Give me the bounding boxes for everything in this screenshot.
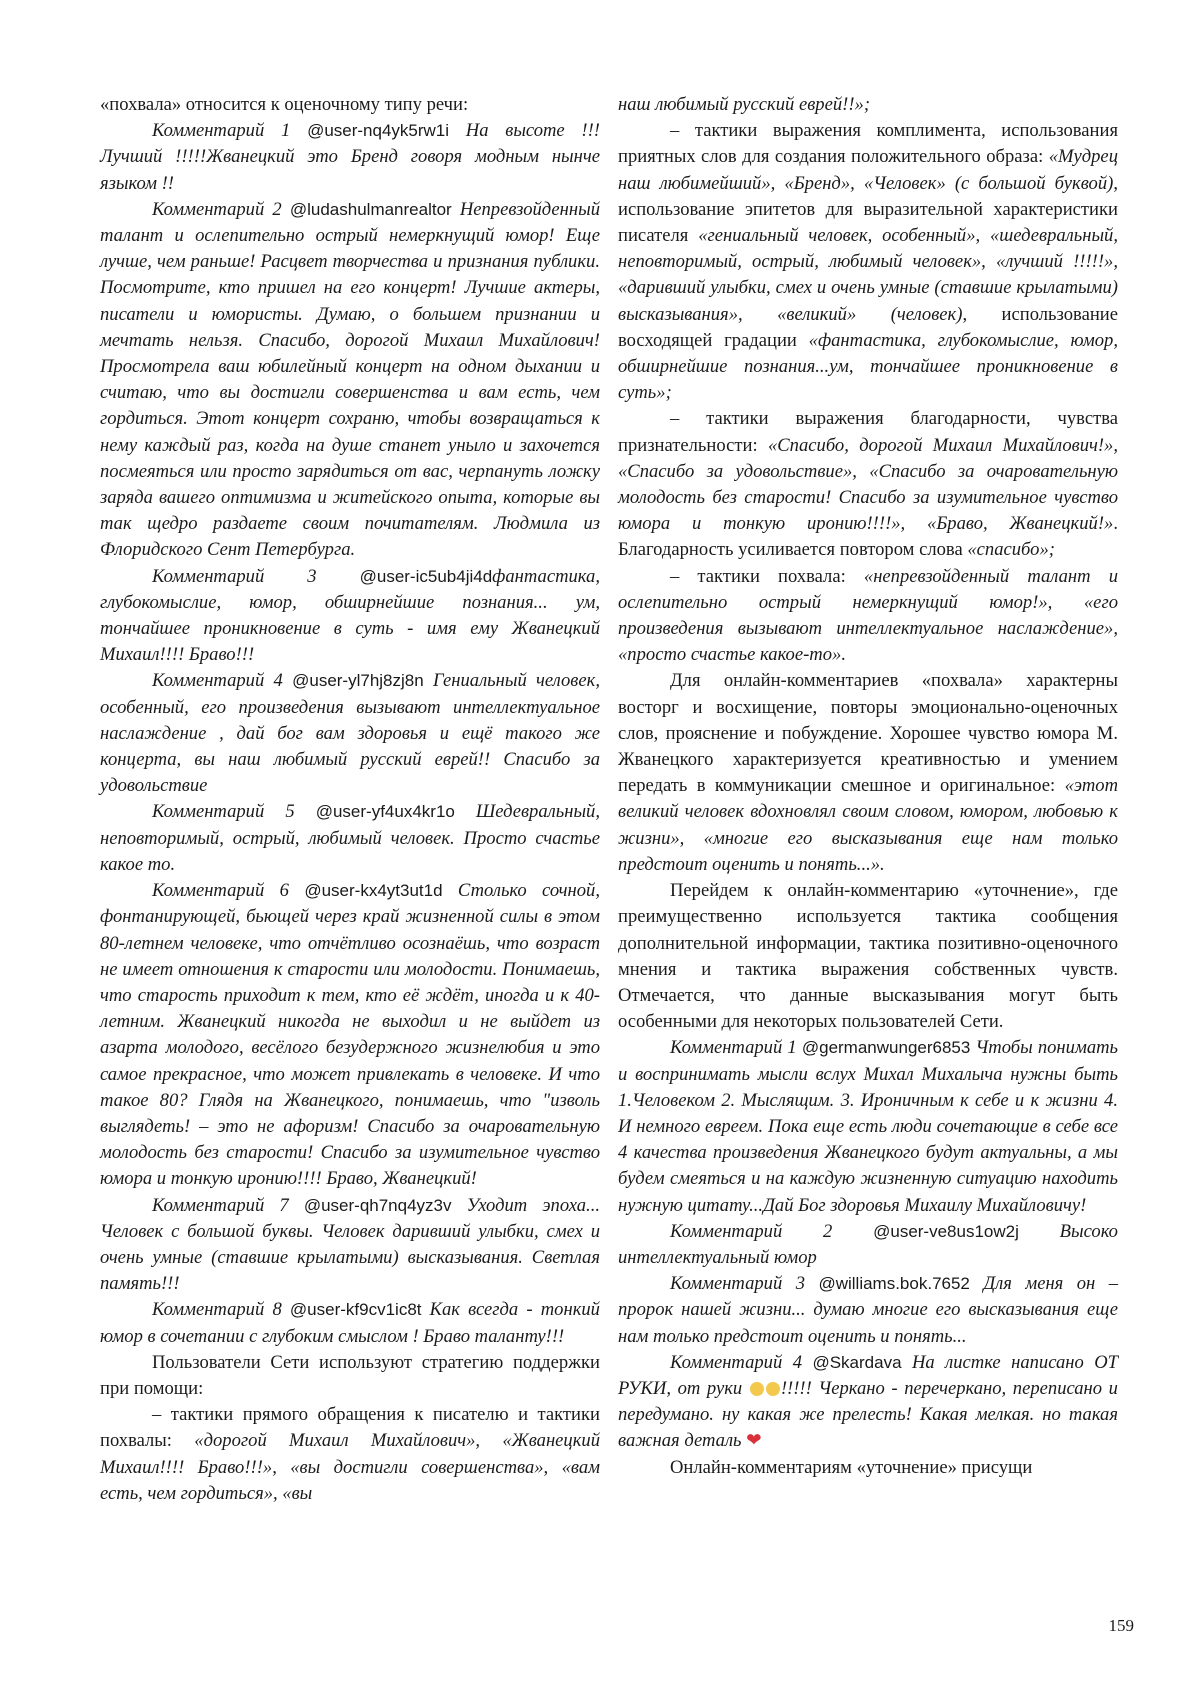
user-handle: @user-kf9cv1ic8t <box>289 1300 422 1320</box>
crying-face-icon <box>766 1382 780 1396</box>
paragraph: Пользователи Сети используют стратегию поддержки при помощи: <box>100 1351 600 1399</box>
heart-icon: ❤ <box>746 1430 762 1452</box>
user-handle: @williams.bok.7652 <box>818 1274 970 1294</box>
paragraph: Онлайн-комментариям «уточнение» присущи <box>670 1456 1033 1478</box>
user-handle: @user-ic5ub4ji4d <box>359 566 493 586</box>
comment-7: Комментарий 7 @user-qh7nq4yz3v Уходит эпоха... Человек с большой буквы. Человек даривший улыбки, смех и очень умные (ставшие крылатыми) высказывания. Светлая память!!! <box>100 1194 601 1295</box>
page-number: 159 <box>1108 1616 1134 1635</box>
user-handle: @user-yl7hj8zj8n <box>292 671 424 691</box>
user-handle: @user-nq4yk5rw1i <box>307 121 450 141</box>
user-handle: @user-qh7nq4yz3v <box>303 1195 452 1215</box>
tactic-item: – тактики похвала: «непревзойденный талант и ослепительно острый немеркнущий юмор!», «его произведения вызывают интеллектуальное наслаждение», «просто счастье какое-то». <box>618 565 1118 666</box>
paragraph: «похвала» относится к оценочному типу речи: <box>100 94 469 115</box>
comment-3: Комментарий 3 @user-ic5ub4ji4dфантастика, глубокомыслие, юмор, обширнейшие познания... ум, тончайшее проникновение в суть - имя ему Жванецкий Михаил!!!! Браво!!! <box>100 565 600 666</box>
crying-face-icon <box>750 1382 764 1396</box>
paragraph: Для онлайн-комментариев «похвала» характерны восторг и восхищение, повторы эмоционально-оценочных слов, прояснение и побуждение. Хорошее чувство юмора М. Жванецкого характеризуется креативностью и умением передать в коммуникации смешное и оригинальное: «этот великий человек вдохновлял своим словом, юмором, любовью к жизни», «многие его высказывания еще нам только предстоит оценить и понять...». <box>618 670 1118 875</box>
comment-r1: Комментарий 1 @germanwunger6853 Чтобы понимать и воспринимать мысли вслух Михал Михалыча нужны быть 1.Человеком 2. Мыслящим. 3. Ироничным к себе и к жизни 4. И немного евреем. Пока еще есть люди сочетающие в себе все 4 качества произведения Жванецкого будут актуальны, а мы будем смеяться и на каждую жизненную ситуацию находить нужную цитату...Дай Бог здоровья Михаилу Михайловичу! <box>618 1037 1119 1216</box>
paragraph: наш любимый русский еврей!!»; <box>618 94 871 115</box>
user-handle: @ludashulmanrealtor <box>289 199 452 219</box>
comment-6: Комментарий 6 @user-kx4yt3ut1d Столько сочной, фонтанирующей, бьющей через край жизненной силы в этом 80-летнем человеке, что отчётливо осознаёшь, что возраст не имеет отношения к старости или молодости. Понимаешь, что старость приходит к тем, кто её ждёт, иногда и к 40-летним. Жванецкий никогда не выходил и не выйдет из азарта молодого, весёлого безудержного жизнелюбия и это самое прекрасное, что может привлекать в человеке. И что такое 80? Глядя на Жванецкого, понимаешь, что "изволь выглядеть! – это не афоризм! Спасибо за очаровательную молодость без старости! Спасибо за изумительное чувство юмора и тонкую иронию!!!! Браво, Жванецкий! <box>100 880 600 1190</box>
user-handle: @user-ve8us1ow2j <box>873 1221 1019 1241</box>
comment-8: Комментарий 8 @user-kf9cv1ic8t Как всегда - тонкий юмор в сочетании с глубоким смыслом ! Браво таланту!!! <box>100 1299 600 1347</box>
tactic-item: – тактики выражения благодарности, чувства признательности: «Спасибо, дорогой Михаил Михайлович!», «Спасибо за удовольствие», «Спасибо за очаровательную молодость без старости! Спасибо за изумительное чувство юмора и тонкую иронию!!!!», «Браво, Жванецкий!». Благодарность усиливается повтором слова «спасибо»; <box>618 408 1119 561</box>
user-handle: @user-yf4ux4kr1o <box>315 802 455 822</box>
user-handle: @user-kx4yt3ut1d <box>304 881 443 901</box>
comment-4: Комментарий 4 @user-yl7hj8zj8n Гениальный человек, особенный, его произведения вызывают интеллектуальное наслаждение , дай бог вам здоровья и ещё такого же концерта, вы наш любимый русский еврей!! Спасибо за удовольствие <box>100 670 600 797</box>
left-column <box>100 92 600 1507</box>
tactic-item: – тактики прямого обращения к писателю и тактики похвалы: «дорогой Михаил Михайлович», «Жванецкий Михаил!!!! Браво!!!», «вы достигли совершенства», «вам есть, чем гордиться», «вы <box>100 1404 601 1504</box>
comment-r2: Комментарий 2 @user-ve8us1ow2j Высоко интеллектуальный юмор <box>618 1220 1118 1268</box>
user-handle: @germanwunger6853 <box>801 1038 971 1058</box>
comment-r4: Комментарий 4 @Skardava На листке написано ОТ РУКИ, от руки !!!!! Черкано - перечеркано, переписано и передумано. ну какая же прелесть! Какая мелкая. но такая важная деталь ❤ <box>618 1351 1118 1452</box>
right-column <box>618 92 1118 1481</box>
comment-1: Комментарий 1 @user-nq4yk5rw1i На высоте !!!Лучший !!!!!Жванецкий это Бренд говоря модным нынче языком !! <box>100 120 600 194</box>
comment-2: Комментарий 2 @ludashulmanrealtor Непревзойденный талант и ослепительно острый немеркнущий юмор! Еще лучше, чем раньше! Расцвет творчества и признания публики. Посмотрите, кто пришел на его концерт! Лучшие актеры, писатели и юмористы. Думаю, о большем признании и мечтать нельзя. Спасибо, дорогой Михаил Михайлович! Просмотрела ваш юбилейный концерт на одном дыхании и считаю, что вы достигли совершенства и вам есть, чем гордиться. Этот концерт сохраню, чтобы возвращаться к нему каждый раз, когда на душе станет уныло и захочется посмеяться или просто зарядиться от вас, черпануть ложку заряда вашего оптимизма и житейского опыта, которые вы так щедро раздаете своим почитателям. Людмила из Флоридского Сент Петербурга. <box>100 198 601 561</box>
comment-r3: Комментарий 3 @williams.bok.7652 Для меня он – пророк нашей жизни... думаю многие его высказывания еще нам только предстоит оценить и понять... <box>618 1273 1118 1347</box>
user-handle: @Skardava <box>812 1352 902 1372</box>
tactic-item: – тактики выражения комплимента, использования приятных слов для создания положительного образа: «Мудрец наш любимейший», «Бренд», «Человек» (с большой буквой), использование эпитетов для выразительной характеристики писателя «гениальный человек, особенный», «шедевральный, неповторимый, острый, любимый человек», «лучший !!!!!», «даривший улыбки, смех и очень умные (ставшие крылатыми) высказывания», «великий» (человек), использование восходящей градации «фантастика, глубокомыслие, юмор, обширнейшие познания...ум, тончайшее проникновение в суть»; <box>618 120 1118 404</box>
comment-5: Комментарий 5 @user-yf4ux4kr1o Шедевральный, неповторимый, острый, любимый человек. Просто счастье какое то. <box>100 801 600 875</box>
paragraph: Перейдем к онлайн-комментарию «уточнение», где преимущественно используется тактика сообщения дополнительной информации, тактика позитивно-оценочного мнения и тактика выражения собственных чувств. Отмечается, что данные высказывания могут быть особенными для некоторых пользователей Сети. <box>618 880 1118 1033</box>
